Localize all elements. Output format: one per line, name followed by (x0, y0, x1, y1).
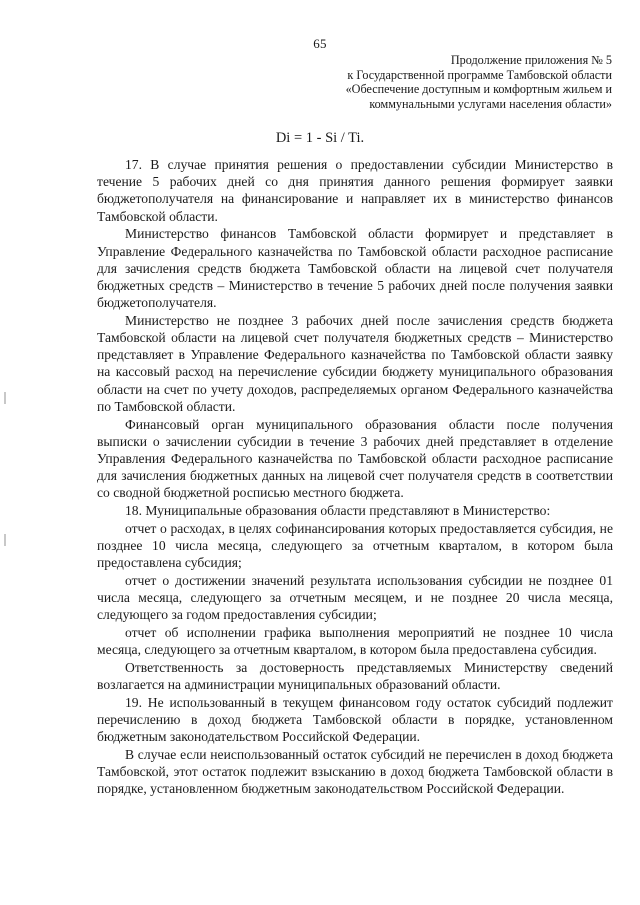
header-line: «Обеспечение доступным и комфортным жильем и (345, 82, 612, 96)
paragraph: Ответственность за достоверность представляемых Министерству сведений возлагается на администрации муниципальных образований области. (97, 659, 613, 693)
scan-mark (4, 534, 6, 546)
paragraph-18: 18. Муниципальные образования области представляют в Министерство: (125, 503, 551, 519)
paragraph: Министерство финансов Тамбовской области формирует и представляет в Управление Федерального казначейства по Тамбовской области расходное расписание для зачисления средств бюджета Тамбовской области на лицевой счет получателя бюджетных средств – Министерство в течение 5 рабочих дней после получения заявки бюджетополучателя. (97, 226, 613, 311)
header-line: Продолжение приложения № 5 (450, 53, 612, 67)
list-paragraph: отчет о достижении значений результата использования субсидии не позднее 01 числа месяца, следующего за отчетным месяцем, и не позднее 20 числа месяца, следующего за годом предоставления субсидии; (97, 572, 613, 623)
paragraph: Министерство не позднее 3 рабочих дней после зачисления средств бюджета Тамбовской области на лицевой счет получателя бюджетных средств – Министерство представляет в Управление Федерального казначейства по Тамбовской области заявку на кассовый расход на перечисление субсидии бюджету муниципального образования области на счет по учету доходов, распределяемых органом Федерального казначейства по Тамбовской области. (97, 312, 613, 414)
paragraph: Финансовый орган муниципального образования области после получения выписки о зачислении субсидии в течение 3 рабочих дней представляет в отделение Управления Федерального казначейства по Тамбовской области расходное расписание для зачисления бюджетных данных на лицевой счет получателя средств в соответствии со сводной бюджетной росписью местного бюджета. (97, 416, 613, 501)
formula: Di = 1 - Si / Ti. (275, 130, 365, 146)
paragraph-19: 19. Не использованный в текущем финансовом году остаток субсидий подлежит перечислению в доход бюджета Тамбовской области в порядке, установленном бюджетным законодательством Российской Федерации. (97, 694, 613, 745)
page-number: 65 (313, 36, 327, 51)
list-paragraph: отчет об исполнении графика выполнения мероприятий не позднее 10 числа месяца, следующего за отчетным кварталом, в котором была предоставлена субсидия. (97, 624, 613, 658)
paragraph-17: 17. В случае принятия решения о предоставлении субсидии Министерство в течение 5 рабочих дней со дня принятия данного решения формирует заявки бюджетополучателя на финансирование и направляет их в министерство финансов Тамбовской области. (97, 157, 613, 224)
scan-mark (4, 392, 6, 404)
header-line: коммунальными услугами населения области» (369, 96, 612, 111)
paragraph: В случае если неиспользованный остаток субсидий не перечислен в доход бюджета Тамбовской, этот остаток подлежит взысканию в доход бюджета Тамбовской области в порядке, установленном бюджетным законодательством Российской Федерации. (97, 746, 613, 797)
document-body (97, 156, 613, 798)
list-paragraph: отчет о расходах, в целях софинансирования которых предоставляется субсидия, не позднее 10 числа месяца, следующего за отчетным кварталом, в котором была предоставлена субсидия; (97, 520, 613, 571)
header-line: к Государственной программе Тамбовской области (347, 67, 612, 82)
appendix-header (282, 53, 612, 111)
